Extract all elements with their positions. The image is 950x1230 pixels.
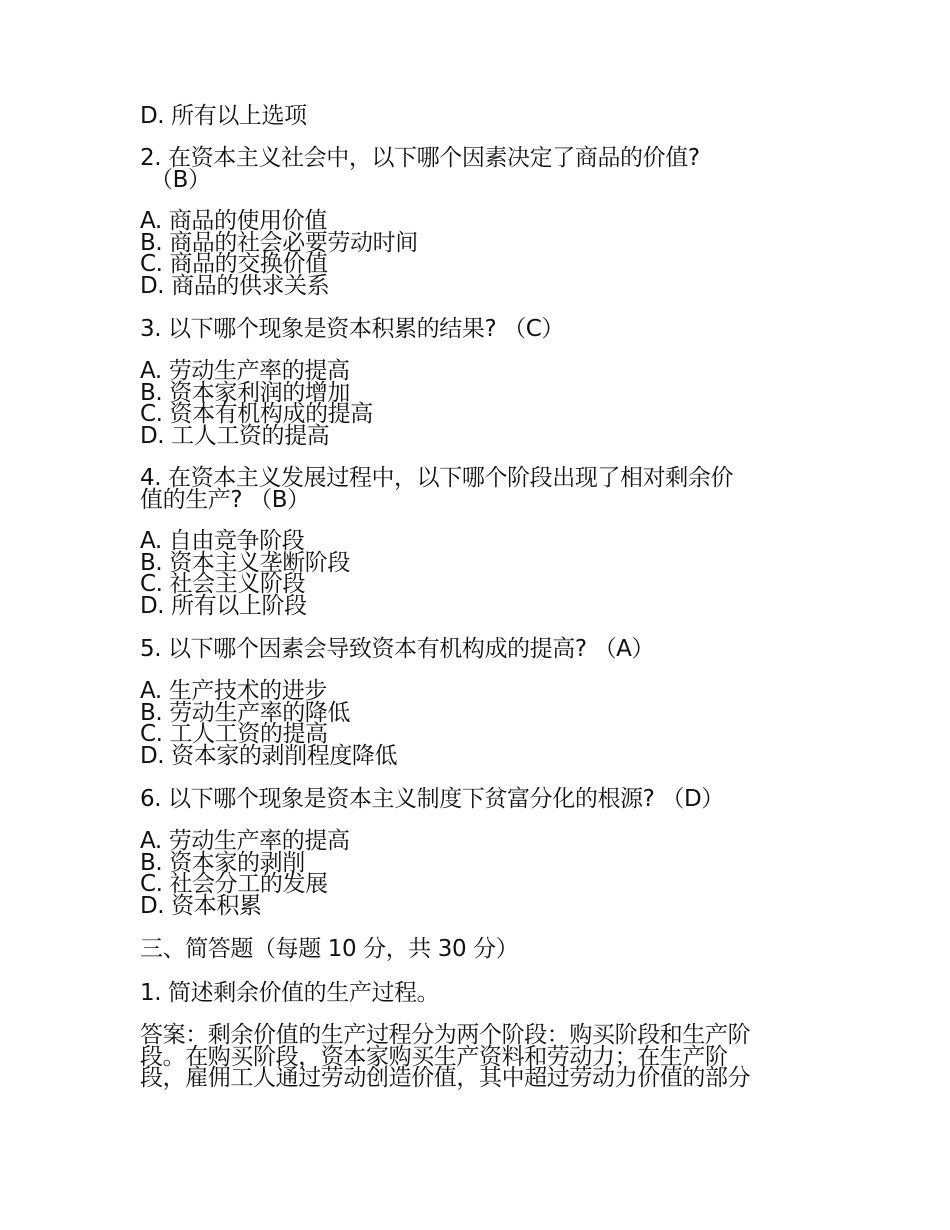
question-5-text: 5. 以下哪个因素会导致资本有机构成的提高? （A） — [140, 636, 655, 662]
option-b: B. 资本家的剥削 — [140, 849, 305, 876]
option-d: D. 工人工资的提高 — [140, 422, 330, 449]
question-2 — [140, 147, 820, 191]
question-6-options — [140, 828, 820, 919]
option-d: D. 所有以上阶段 — [140, 592, 307, 619]
option-c: C. 资本有机构成的提高 — [140, 401, 373, 427]
question-2-answer: （B） — [150, 167, 211, 193]
option-c: C. 社会主义阶段 — [140, 571, 306, 597]
answer-line-1: 答案：剩余价值的生产过程分为两个阶段：购买阶段和生产阶 — [140, 1022, 751, 1048]
option-d: D. 资本积累 — [140, 892, 262, 919]
question-3-text: 3. 以下哪个现象是资本积累的结果? （C） — [140, 316, 565, 342]
question-2-text: 2. 在资本主义社会中，以下哪个因素决定了商品的价值? — [140, 145, 700, 171]
option-c: C. 社会分工的发展 — [140, 871, 328, 897]
option-a: A. 劳动生产率的提高 — [140, 828, 350, 854]
option-d: D. 商品的供求关系 — [140, 272, 330, 299]
question-5 — [140, 637, 820, 661]
option-a: A. 劳动生产率的提高 — [140, 358, 350, 384]
option-c: C. 工人工资的提高 — [140, 721, 328, 747]
option-a: A. 生产技术的进步 — [140, 678, 327, 704]
question-4-text: 4. 在资本主义发展过程中，以下哪个阶段出现了相对剩余价 — [140, 465, 734, 491]
option-b: B. 商品的社会必要劳动时间 — [140, 229, 418, 256]
question-3 — [140, 317, 820, 341]
document-content — [140, 104, 820, 1090]
question-5-options — [140, 678, 820, 769]
option-b: B. 资本家利润的增加 — [140, 379, 351, 406]
question-2-options — [140, 208, 820, 299]
question-4 — [140, 467, 820, 511]
option-a: A. 商品的使用价值 — [140, 208, 327, 234]
section-heading — [140, 937, 820, 961]
short-answer-1-answer — [140, 1022, 820, 1091]
answer-line-2: 段。在购买阶段，资本家购买生产资料和劳动力；在生产阶 — [140, 1043, 728, 1070]
question-4-text-continued: 值的生产? （B） — [140, 487, 310, 513]
previous-question-option-d: D. 所有以上选项 — [140, 103, 307, 129]
section-3-heading: 三、简答题（每题 10 分，共 30 分） — [140, 936, 519, 962]
option-c: C. 商品的交换价值 — [140, 251, 328, 277]
option-d: D. 资本家的剥削程度降低 — [140, 742, 398, 769]
question-4-options — [140, 528, 820, 619]
short-answer-question-1-text: 1. 简述剩余价值的生产过程。 — [140, 980, 440, 1006]
question-6-text: 6. 以下哪个现象是资本主义制度下贫富分化的根源? （D） — [140, 786, 724, 812]
question-6 — [140, 787, 820, 811]
option-b: B. 资本主义垄断阶段 — [140, 549, 351, 576]
short-answer-question-1 — [140, 981, 820, 1005]
option-b: B. 劳动生产率的降低 — [140, 699, 351, 726]
answer-line-3: 段，雇佣工人通过劳动创造价值，其中超过劳动力价值的部分 — [140, 1065, 751, 1091]
question-3-options — [140, 358, 820, 449]
option-a: A. 自由竞争阶段 — [140, 528, 305, 554]
